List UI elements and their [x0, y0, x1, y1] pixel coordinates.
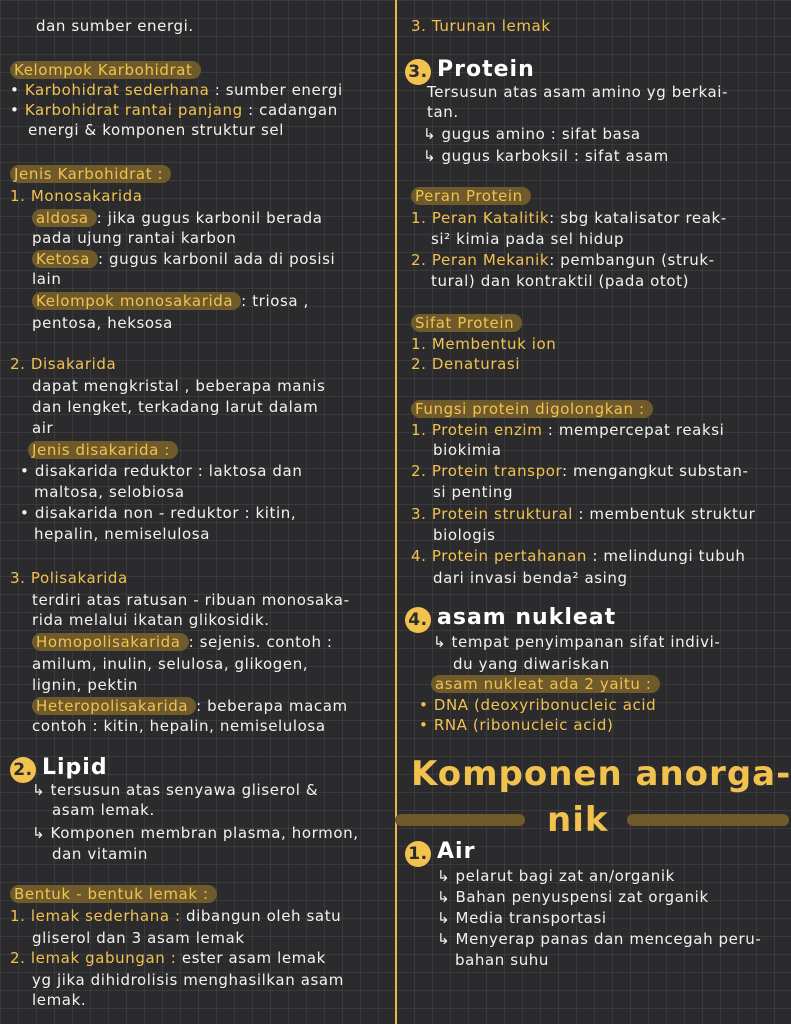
subheading-polisakarida: 3. Polisakarida [10, 569, 128, 587]
text-line: tural) dan kontraktil (pada otot) [431, 272, 690, 290]
text-line: energi & komponen struktur sel [28, 121, 285, 139]
text-line: dapat mengkristal , beberapa manis [32, 377, 326, 395]
text-line: dan sumber energi. [36, 17, 194, 35]
title-komponen-anorganik-cont: nik [547, 800, 609, 840]
text-line: air [32, 419, 54, 437]
list-item: • disakarida reduktor : laktosa dan [20, 462, 303, 480]
title-komponen-anorganik: Komponen anorga- [411, 754, 791, 794]
list-item: • Karbohidrat rantai panjang : cadangan [10, 101, 338, 119]
text-line: ↳ gugus amino : sifat basa [423, 125, 641, 143]
text-line: yg jika dihidrolisis menghasilkan asam [32, 971, 344, 989]
heading-sifat-protein: Sifat Protein [411, 313, 522, 333]
text-line: biologis [433, 526, 496, 544]
text-line: tan. [427, 103, 459, 121]
text-line: biokimia [433, 441, 502, 459]
text-line: lain [32, 270, 62, 288]
list-item: 2. Peran Mekanik: pembangun (struk- [411, 251, 715, 269]
text-line: si penting [433, 483, 514, 501]
text-line: Homopolisakarida : sejenis. contoh : [32, 632, 333, 652]
list-item: 2. lemak gabungan : ester asam lemak [10, 949, 326, 967]
heading-jenis-asam-nukleat: asam nukleat ada 2 yaitu : [431, 674, 660, 694]
text-line: dan vitamin [52, 845, 148, 863]
text-line: Tersusun atas asam amino yg berkai- [427, 83, 729, 101]
section-asam-nukleat: 4. asam nukleat [405, 604, 616, 633]
text-line: lignin, pektin [32, 676, 138, 694]
text-line: Heteropolisakarida : beberapa macam [32, 696, 348, 716]
text-line: ↳ Media transportasi [437, 909, 607, 927]
section-air: 1. Air [405, 838, 475, 867]
subheading-monosakarida: 1. Monosakarida [10, 187, 143, 205]
text-line: dan lengket, terkadang larut dalam [32, 398, 319, 416]
text-line: ↳ gugus karboksil : sifat asam [423, 147, 669, 165]
list-item: • RNA (ribonucleic acid) [419, 716, 614, 734]
list-item: 1. Protein enzim : mempercepat reaksi [411, 421, 725, 439]
heading-peran-protein: Peran Protein [411, 186, 531, 206]
text-line: rida melalui ikatan glikosidik. [32, 611, 270, 629]
heading-bentuk-lemak: Bentuk - bentuk lemak : [10, 884, 217, 904]
text-line: gliserol dan 3 asam lemak [32, 929, 245, 947]
text-line: 3. Turunan lemak [411, 17, 551, 35]
list-item: • DNA (deoxyribonucleic acid [419, 696, 657, 714]
text-line: pada ujung rantai karbon [32, 229, 237, 247]
title-strip-right [627, 814, 789, 826]
heading-fungsi-protein: Fungsi protein digolongkan : [411, 399, 653, 419]
text-line: amilum, inulin, selulosa, glikogen, [32, 655, 309, 673]
subheading-disakarida: 2. Disakarida [10, 355, 117, 373]
list-item: 2. Denaturasi [411, 355, 521, 373]
heading-jenis-karbohidrat: Jenis Karbohidrat : [10, 164, 171, 184]
list-item: 3. Protein struktural : membentuk struktur [411, 505, 756, 523]
section-lipid: 2. Lipid [10, 754, 108, 783]
text-line: ↳ Komponen membran plasma, hormon, [32, 824, 359, 842]
list-item: 1. Peran Katalitik: sbg katalisator reak- [411, 209, 727, 227]
list-item: • disakarida non - reduktor : kitin, [20, 504, 297, 522]
text-line: aldosa : jika gugus karbonil berada [32, 208, 323, 228]
text-line: ↳ tersusun atas senyawa gliserol & [32, 781, 319, 799]
text-line: contoh : kitin, hepalin, nemiselulosa [32, 717, 326, 735]
text-line: pentosa, heksosa [32, 314, 173, 332]
text-line: maltosa, selobiosa [34, 483, 185, 501]
text-line: terdiri atas ratusan - ribuan monosaka- [32, 591, 350, 609]
column-divider [395, 0, 397, 1024]
text-line: lemak. [32, 991, 87, 1009]
text-line: Ketosa : gugus karbonil ada di posisi [32, 249, 335, 269]
text-line: hepalin, nemiselulosa [34, 525, 211, 543]
text-line: du yang diwariskan [453, 655, 610, 673]
list-item: 2. Protein transpor: mengangkut substan- [411, 462, 749, 480]
text-line: ↳ Menyerap panas dan mencegah peru- [437, 930, 762, 948]
text-line: si² kimia pada sel hidup [431, 230, 625, 248]
list-item: • Karbohidrat sederhana : sumber energi [10, 81, 343, 99]
list-item: 1. Membentuk ion [411, 335, 557, 353]
text-line: dari invasi benda² asing [433, 569, 628, 587]
heading-kelompok-karbohidrat: Kelompok Karbohidrat [10, 60, 201, 80]
list-item: 4. Protein pertahanan : melindungi tubuh [411, 547, 746, 565]
text-line: Kelompok monosakarida : triosa , [32, 291, 309, 311]
heading-jenis-disakarida: Jenis disakarida : [28, 440, 178, 460]
text-line: ↳ Bahan penyuspensi zat organik [437, 888, 709, 906]
text-line: ↳ pelarut bagi zat an/organik [437, 867, 675, 885]
list-item: 1. lemak sederhana : dibangun oleh satu [10, 907, 342, 925]
title-strip-left [395, 814, 525, 826]
section-protein: 3. Protein [405, 56, 535, 85]
text-line: bahan suhu [455, 951, 550, 969]
text-line: ↳ tempat penyimpanan sifat indivi- [433, 633, 721, 651]
text-line: asam lemak. [52, 801, 155, 819]
